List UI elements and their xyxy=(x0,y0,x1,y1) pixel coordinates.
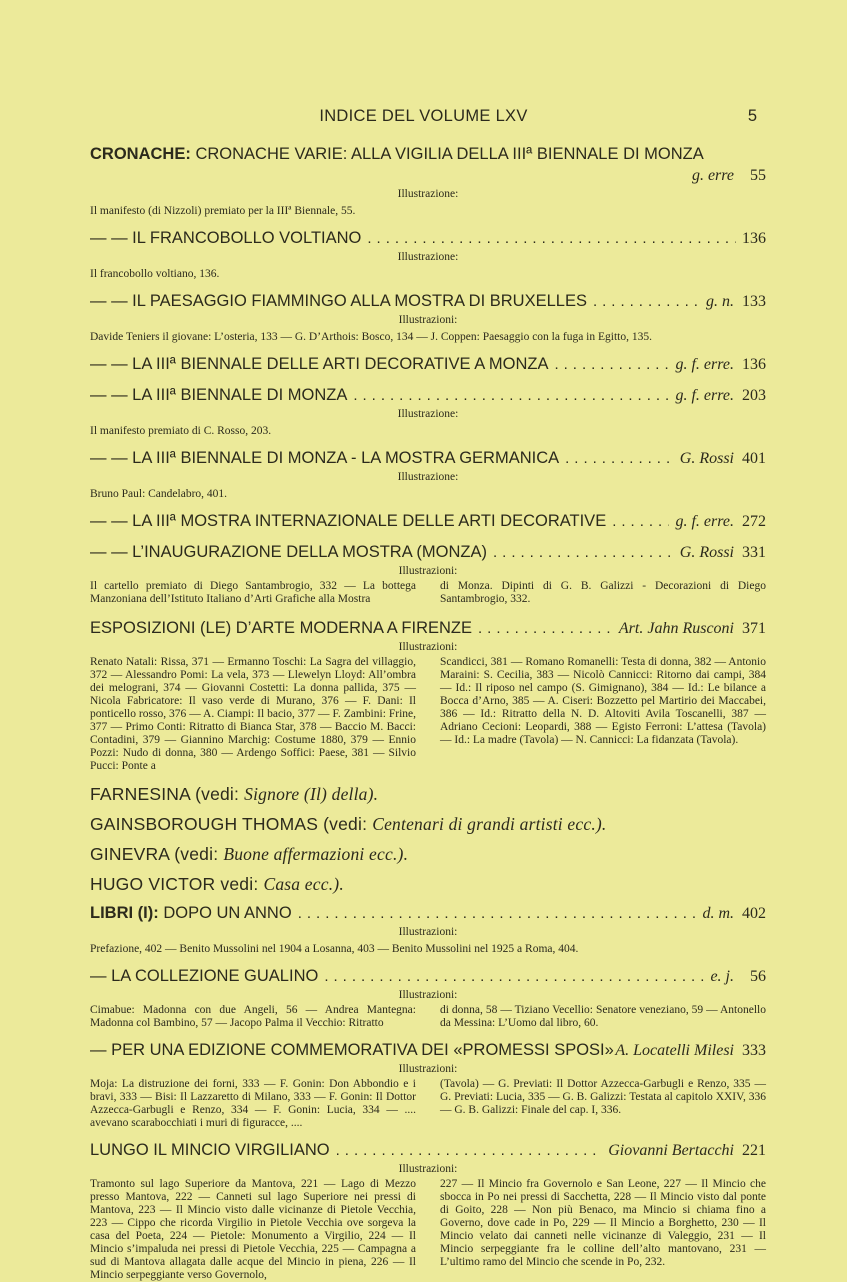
entry-page: 333 xyxy=(742,1042,766,1059)
entry-title: LUNGO IL MINCIO VIRGILIANO xyxy=(90,1141,330,1159)
entry-title: — — IL FRANCOBOLLO VOLTIANO xyxy=(90,229,362,247)
index-entry xyxy=(90,1040,766,1130)
illustrations-label: Illustrazioni: xyxy=(398,1163,458,1175)
leader-dots xyxy=(554,354,669,375)
illustrations-note: Bruno Paul: Candelabro, 401. xyxy=(90,488,228,500)
entry-page: 371 xyxy=(742,620,766,637)
index-entry xyxy=(90,1140,766,1282)
entry-author: d. m. xyxy=(702,905,734,922)
illustrations-note: Il manifesto (di Nizzoli) premiato per la IIIª Biennale, 55. xyxy=(90,205,356,217)
illustrations-label: Illustrazione: xyxy=(397,188,459,200)
entry-author: g. f. erre. xyxy=(675,513,734,530)
illustrations-columns xyxy=(90,580,766,606)
index-entry xyxy=(90,354,766,375)
illustrations-col-left: Cimabue: Madonna con due Angeli, 56 — Andrea Mantegna: Madonna col Bambino, 57 — Jacopo Palma il Vecchio: Ritratto xyxy=(90,1004,416,1029)
illustrations-label: Illustrazioni: xyxy=(398,565,458,577)
index-entry xyxy=(90,385,766,438)
index-entry xyxy=(90,618,766,773)
page-header xyxy=(90,107,757,131)
entry-title: — PER UNA EDIZIONE COMMEMORATIVA DEI «PROMESSI SPOSI» xyxy=(90,1041,614,1059)
cross-reference-target: Signore (Il) della). xyxy=(244,784,379,804)
index-content xyxy=(90,144,766,1282)
entry-title: — — L’INAUGURAZIONE DELLA MOSTRA (MONZA) xyxy=(90,543,487,561)
cross-reference xyxy=(90,843,766,865)
leader-dots xyxy=(478,618,613,639)
entry-page: 133 xyxy=(742,293,766,310)
entry-title: DOPO UN ANNO xyxy=(163,904,292,922)
illustrations-label: Illustrazioni: xyxy=(398,641,458,653)
entry-title: — — LA IIIª BIENNALE DI MONZA xyxy=(90,386,348,404)
entry-page: 331 xyxy=(742,544,766,561)
index-entry xyxy=(90,448,766,501)
illustrations-columns xyxy=(90,1178,766,1282)
entry-author: Art. Jahn Rusconi xyxy=(618,620,734,637)
index-entry xyxy=(90,144,766,218)
entry-author: G. Rossi xyxy=(679,544,734,561)
page-number: 5 xyxy=(747,107,757,125)
leader-dots xyxy=(298,903,697,924)
entry-title: — — LA IIIª BIENNALE DELLE ARTI DECORATIVE A MONZA xyxy=(90,355,549,373)
entry-label: LIBRI (I): xyxy=(90,904,159,922)
illustrations-col-right: Scandicci, 381 — Romano Romanelli: Testa di donna, 382 — Antonio Maraini: S. Cecilia, 383 — Nicolò Cannicci: Ritorno dai campi, 384 — Id.: Il riposo nel campo (S. Gimignano), 384 — Id.: Le bilance a Bocca d’Arno, 385 — A. Ciseri: Bozzetto pel Martirio dei Maccabei, 386 — Id.: Ritratto della N. D. Altoviti Avila Toscanelli, 387 — Adriano Cecioni: Leopardi, 388 — Egisto Ferroni: L’attesa (Tavola) — Id.: La madre (Tavola) — N. Cannicci: La fidanzata (Tavola). xyxy=(440,656,766,746)
entry-page: 402 xyxy=(742,905,766,922)
illustrations-label: Illustrazioni: xyxy=(398,314,458,326)
illustrations-note: Il francobollo voltiano, 136. xyxy=(90,268,220,280)
leader-dots xyxy=(612,511,669,532)
leader-dots xyxy=(367,228,736,249)
cross-reference xyxy=(90,783,766,805)
illustrations-columns xyxy=(90,656,766,773)
entry-title: — LA COLLEZIONE GUALINO xyxy=(90,967,319,985)
cross-reference-target: Buone affermazioni ecc.). xyxy=(223,844,409,864)
page-title: INDICE DEL VOLUME LXV xyxy=(319,107,528,125)
leader-dots xyxy=(336,1140,603,1161)
entry-label: CRONACHE: xyxy=(90,145,191,163)
entry-title: ESPOSIZIONI (LE) D’ARTE MODERNA A FIRENZE xyxy=(90,619,473,637)
leader-dots xyxy=(593,291,700,312)
entry-title: — — LA IIIª BIENNALE DI MONZA - LA MOSTRA GERMANICA xyxy=(90,449,560,467)
cross-reference-lead: HUGO VICTOR vedi: xyxy=(90,874,259,894)
entry-title: CRONACHE VARIE: ALLA VIGILIA DELLA IIIª BIENNALE DI MONZA xyxy=(195,145,704,163)
entry-page: 56 xyxy=(750,968,766,985)
illustrations-note: Davide Teniers il giovane: L’osteria, 133 — G. D’Arthois: Bosco, 134 — J. Coppen: Paesaggio con la fuga in Egitto, 135. xyxy=(90,331,652,343)
cross-reference-target: Centenari di grandi artisti ecc.). xyxy=(372,814,607,834)
illustrations-col-left: Renato Natali: Rissa, 371 — Ermanno Toschi: La Sagra del villaggio, 372 — Alessandro Pomi: La vela, 373 — Llewelyn Lloyd: All’ombra dei melograni, 374 — Giovanni Costetti: La donna pallida, 375 — Nicola Fabricatore: Il vaso verde di Murano, 376 — F. Dani: Il ponticello rosso, 376 — A. Ciampi: Il bacio, 377 — F. Zambini: Frine, 377 — Primo Conti: Ritratto di Bianca Star, 378 — Baccio M. Bacci: Contadini, 379 — Giannino Marchig: Costume 1880, 379 — Ennio Pozzi: Nudo di donna, 380 — Ardengo Soffici: Paese, 381 — Silvio Pucci: Ponte a xyxy=(90,656,416,772)
illustrations-label: Illustrazione: xyxy=(397,251,459,263)
entry-author: G. Rossi xyxy=(679,450,734,467)
leader-dots xyxy=(493,542,674,563)
entry-page: 136 xyxy=(742,356,766,373)
entry-page: 203 xyxy=(742,387,766,404)
entry-author: e. j. xyxy=(710,968,734,985)
illustrations-col-right: 227 — Il Mincio fra Governolo e San Leone, 227 — Il Mincio che sbocca in Po nei pressi di Sacchetta, 228 — Il Mincio visto dal ponte di Goito, 228 — Non più Benaco, ma Mincio si chiama fino a Governo, dove cade in Po, 229 — Il Mincio a Borghetto, 230 — Il Mincio velato dai canneti nelle vicinanze di Valeggio, 231 — Il Mincio serpeggiante fra le colline dell’alto mantovano, 231 — L’ultimo ramo del Mincio che scende in Po, 232. xyxy=(440,1178,766,1268)
illustrations-note: Il manifesto premiato di C. Rosso, 203. xyxy=(90,425,272,437)
illustrations-label: Illustrazioni: xyxy=(398,926,458,938)
cross-reference-lead: FARNESINA (vedi: xyxy=(90,784,240,804)
index-entry xyxy=(90,903,766,956)
index-entry xyxy=(90,542,766,606)
entry-author: Giovanni Bertacchi xyxy=(608,1142,734,1159)
illustrations-col-left: Moja: La distruzione dei forni, 333 — F. Gonin: Don Abbondio e i bravi, 333 — Bisi: Il Lazzaretto di Milano, 333 — F. Gonin: Il Dottor Azzecca-Garbugli e Renzo, 334 — F. Gonin: Lucia, 334 — .... avevano scarabocchiati i muri di figuracce, .... xyxy=(90,1078,416,1129)
entry-author: g. f. erre. xyxy=(675,356,734,373)
leader-dots xyxy=(324,966,704,987)
illustrations-note: Prefazione, 402 — Benito Mussolini nel 1904 a Losanna, 403 — Benito Mussolini nel 1925 a Roma, 404. xyxy=(90,943,579,955)
entry-page: 401 xyxy=(742,450,766,467)
entry-page: 136 xyxy=(742,230,766,247)
entry-author: g. f. erre. xyxy=(675,387,734,404)
illustrations-columns xyxy=(90,1004,766,1030)
entry-title: — — IL PAESAGGIO FIAMMINGO ALLA MOSTRA DI BRUXELLES xyxy=(90,292,587,310)
entry-title: — — LA IIIª MOSTRA INTERNAZIONALE DELLE ARTI DECORATIVE xyxy=(90,512,607,530)
illustrations-col-right: di donna, 58 — Tiziano Vecellio: Senatore veneziano, 59 — Antonello da Messina: L’Uomo dal libro, 60. xyxy=(440,1004,766,1029)
entry-page: 221 xyxy=(742,1142,766,1159)
entry-page: 272 xyxy=(742,513,766,530)
illustrations-col-left: Il cartello premiato di Diego Santambrogio, 332 — La bottega Manzoniana dell’Istituto Italiano d’Arti Grafiche alla Mostra xyxy=(90,580,416,605)
entry-author: g. erre xyxy=(691,167,734,184)
leader-dots xyxy=(565,448,674,469)
illustrations-label: Illustrazione: xyxy=(397,471,459,483)
illustrations-col-right: di Monza. Dipinti di G. B. Galizzi - Decorazioni di Diego Santambrogio, 332. xyxy=(440,580,766,605)
cross-reference-lead: GAINSBOROUGH THOMAS (vedi: xyxy=(90,814,368,834)
cross-reference xyxy=(90,873,766,895)
entry-author: A. Locatelli Milesi xyxy=(615,1042,734,1059)
illustrations-label: Illustrazioni: xyxy=(398,989,458,1001)
index-entry xyxy=(90,511,766,532)
index-entry xyxy=(90,291,766,344)
index-entry xyxy=(90,966,766,1030)
cross-reference-target: Casa ecc.). xyxy=(263,874,344,894)
illustrations-label: Illustrazioni: xyxy=(398,1063,458,1075)
illustrations-columns xyxy=(90,1078,766,1130)
illustrations-col-right: (Tavola) — G. Previati: Il Dottor Azzecca-Garbugli e Renzo, 335 — G. Previati: Lucia, 335 — G. B. Galizzi: Testata al capitolo XXIV, 336 — G. B. Galizzi: Finale del cap. I, 336. xyxy=(440,1078,766,1116)
illustrations-col-left: Tramonto sul lago Superiore da Mantova, 221 — Lago di Mezzo presso Mantova, 222 — Canneti sul lago Superiore nei pressi di Mantova, 223 — Il Mincio visto dalle vicinanze di Pietole Vecchia, 223 — Cippo che ricorda Virgilio in Pietole Vecchia ove sorgeva la casa del Poeta, 224 — Pietole: Monumento a Virgilio, 224 — Il Mincio s’impaluda nei pressi di Pietole Vecchia, 225 — Campagna a sud di Mantova allagata dalle acque del Mincio in piena, 226 — Il Mincio serpeggiante verso Governolo, xyxy=(90,1178,416,1281)
leader-dots xyxy=(353,385,669,406)
cross-reference xyxy=(90,813,766,835)
entry-author: g. n. xyxy=(706,293,734,310)
illustrations-label: Illustrazione: xyxy=(397,408,459,420)
entry-page: 55 xyxy=(750,167,766,184)
cross-reference-lead: GINEVRA (vedi: xyxy=(90,844,219,864)
index-entry xyxy=(90,228,766,281)
